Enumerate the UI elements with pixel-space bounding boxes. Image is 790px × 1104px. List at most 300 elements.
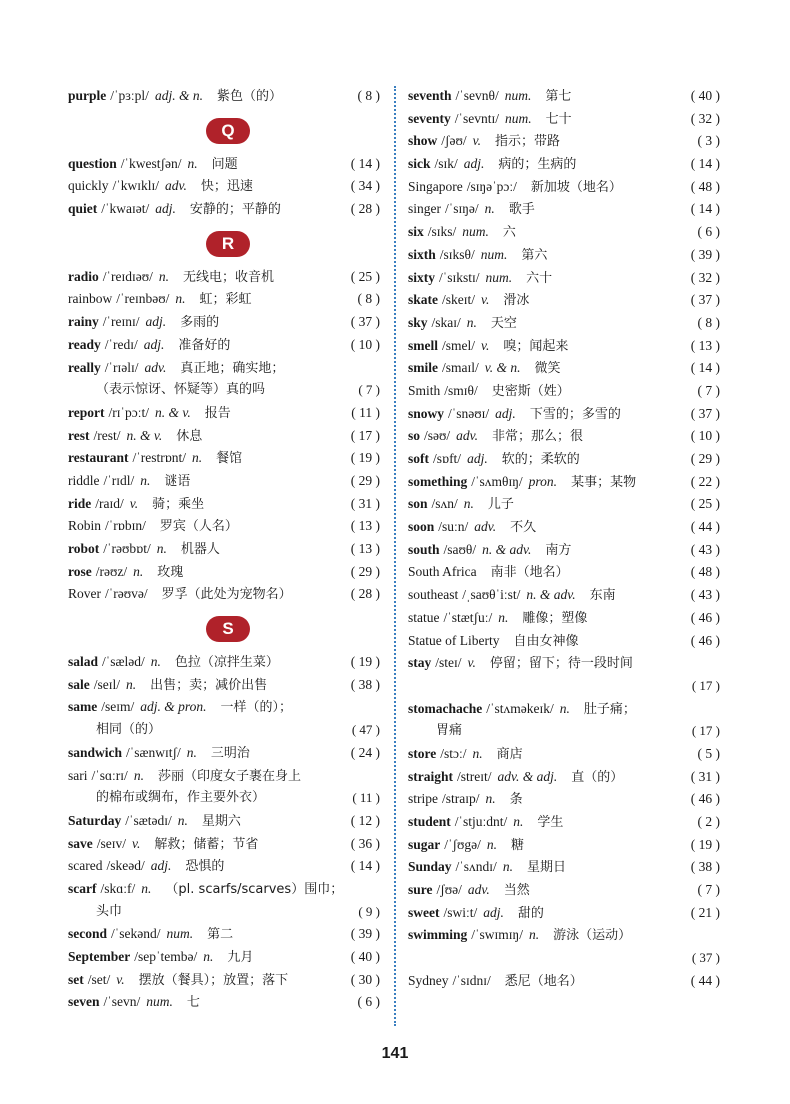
- entry-meaning: 真正地；确实地；: [180, 360, 285, 376]
- glossary-entry: [68, 923, 380, 946]
- entry-meaning: 停留；留下；待一段时间: [489, 656, 633, 672]
- entry-word: store: [408, 745, 437, 761]
- entry-meaning: 出售；卖；减价出售: [150, 677, 268, 693]
- entry-page: ( 6 ): [697, 224, 720, 240]
- entry-word: snowy: [408, 405, 445, 421]
- entry-page: ( 25 ): [690, 496, 720, 512]
- entry-page: ( 7 ): [697, 882, 720, 898]
- glossary-entry: [408, 743, 720, 766]
- glossary-entry: [68, 470, 380, 493]
- entry-meaning: 指示；带路: [495, 134, 561, 150]
- entry-meaning: 肚子痛；: [583, 701, 636, 717]
- glossary-entry: [68, 515, 380, 538]
- entry-phonetic: /stɔː/: [440, 745, 467, 761]
- entry-continuation: [408, 675, 720, 698]
- entry-phonetic: /raɪd/: [95, 495, 124, 511]
- entry-meaning: 嗅；闻起来: [503, 338, 569, 354]
- entry-meaning: 商店: [496, 746, 523, 762]
- entry-meaning: 餐馆: [216, 451, 243, 467]
- entry-word: scarf: [68, 880, 97, 896]
- entry-phonetic: /ˈsɑːrɪ/: [91, 767, 128, 783]
- entry-phonetic: /ˈsʌmθɪŋ/: [471, 473, 523, 489]
- entry-phonetic: /straɪp/: [442, 791, 480, 807]
- entry-phonetic: /ˈsevntɪ/: [454, 110, 499, 126]
- entry-page: ( 28 ): [350, 201, 380, 217]
- glossary-entry: [68, 198, 380, 221]
- entry-page: ( 13 ): [350, 518, 380, 534]
- entry-page: ( 29 ): [350, 472, 380, 488]
- glossary-entry: [408, 357, 720, 380]
- entry-word: six: [408, 224, 424, 240]
- entry-word: sugar: [408, 836, 441, 852]
- entry-word: quiet: [68, 201, 98, 217]
- entry-page: ( 13 ): [690, 337, 720, 353]
- entry-pos: n. & adv.: [526, 587, 576, 603]
- entry-meaning: 史密斯（姓）: [491, 383, 570, 399]
- entry-phonetic: /ˈkwestʃən/: [120, 155, 182, 171]
- entry-meaning: 学生: [537, 815, 564, 830]
- entry-word: son: [408, 496, 428, 512]
- entry-phonetic: /ˈswɪmɪŋ/: [471, 927, 523, 943]
- entry-pos: adj. & pron.: [140, 699, 207, 715]
- entry-word: skate: [408, 292, 438, 308]
- entry-page: ( 17 ): [691, 723, 720, 739]
- letter-heading: [68, 606, 380, 651]
- entry-page: ( 19 ): [350, 450, 380, 466]
- entry-pos: n.: [466, 314, 477, 330]
- entry-pos: n.: [486, 836, 498, 852]
- entry-word: restaurant: [68, 450, 129, 466]
- entry-meaning: 六十: [526, 270, 553, 286]
- entry-phonetic: /ˈsɪkstɪ/: [439, 269, 480, 285]
- entry-meaning: 下雪的；多雪的: [529, 406, 621, 422]
- entry-phonetic: /ˈkwɪklɪ/: [112, 178, 159, 194]
- entry-page: ( 19 ): [690, 836, 720, 852]
- entry-page: ( 17 ): [691, 677, 720, 693]
- entry-word: South Africa: [408, 564, 477, 580]
- entry-phonetic: /ˈsænwɪtʃ/: [126, 744, 181, 760]
- entry-page: ( 22 ): [690, 473, 720, 489]
- entry-page: ( 10 ): [690, 428, 720, 444]
- entry-meaning: 儿子: [487, 497, 514, 513]
- entry-page: ( 48 ): [690, 564, 720, 580]
- entry-page: ( 28 ): [350, 586, 380, 602]
- entry-meaning: 当然: [503, 883, 530, 899]
- entry-pos: adv. & adj.: [497, 768, 558, 784]
- entry-word: question: [68, 155, 117, 171]
- entry-pos: v.: [472, 133, 482, 149]
- glossary-entry: [408, 561, 720, 584]
- entry-meaning: 七十: [545, 111, 572, 127]
- entry-word: sky: [408, 314, 428, 330]
- entry-pos: v.: [467, 655, 476, 671]
- entry-phonetic: /ˈreɪnɪ/: [102, 314, 140, 330]
- entry-pos: v. & n.: [484, 360, 521, 376]
- entry-meaning: 虹；彩虹: [199, 292, 252, 308]
- entry-word: sixty: [408, 269, 435, 285]
- entry-word: report: [68, 404, 105, 420]
- entry-word: smile: [408, 360, 438, 376]
- entry-word: Sunday: [408, 859, 452, 875]
- entry-word: Rover: [68, 586, 101, 602]
- entry-phonetic: /steɪ/: [435, 655, 462, 671]
- entry-pos: n.: [485, 791, 496, 807]
- entry-meaning: 骑；乘坐: [152, 496, 205, 512]
- entry-pos: adv.: [467, 882, 490, 898]
- entry-phonetic: /ˈstʌməkeɪk/: [486, 700, 554, 716]
- entry-meaning: 自由女神像: [513, 633, 579, 649]
- entry-phonetic: /ˈrɪdl/: [103, 472, 135, 488]
- entry-pos: v.: [481, 292, 490, 308]
- entry-meaning: 第七: [545, 89, 572, 104]
- entry-meaning: 安静的；平静的: [189, 202, 281, 218]
- entry-phonetic: /ˈsevnθ/: [455, 88, 499, 103]
- glossary-entry: [68, 674, 380, 697]
- entry-phonetic: /suːn/: [438, 519, 469, 535]
- entry-pos: adj.: [143, 336, 165, 352]
- entry-word: soon: [408, 519, 435, 535]
- entry-page: ( 3 ): [697, 133, 720, 149]
- entry-pos: n.: [158, 268, 170, 284]
- entry-word: ride: [68, 495, 92, 511]
- entry-word: rest: [68, 427, 90, 443]
- entry-page: ( 8 ): [697, 314, 720, 330]
- glossary-entry: [408, 924, 720, 947]
- entry-page: ( 32 ): [690, 269, 720, 285]
- glossary-entry: [68, 561, 380, 584]
- entry-page: ( 46 ): [690, 609, 720, 625]
- entry-phonetic: /ˈkwaɪət/: [101, 201, 150, 217]
- column-divider: [394, 86, 396, 1026]
- glossary-entry: [408, 198, 720, 221]
- entry-word: sale: [68, 676, 90, 692]
- glossary-entry: [68, 175, 380, 198]
- entry-pos: num.: [146, 994, 173, 1010]
- glossary-entry: [68, 402, 380, 425]
- entry-word: rainy: [68, 314, 99, 330]
- entry-pos: n.: [141, 880, 152, 896]
- entry-pos: adj.: [495, 405, 516, 421]
- entry-pos: adj.: [483, 904, 504, 920]
- glossary-entry: [408, 221, 720, 244]
- glossary-entry: [68, 878, 380, 901]
- entry-meaning: 莎丽（印度女子裹在身上: [157, 768, 301, 784]
- entry-phonetic: /ˈsevn/: [103, 994, 141, 1010]
- entry-pos: num.: [480, 246, 508, 262]
- entry-word: soft: [408, 451, 429, 466]
- glossary-entry: [408, 788, 720, 811]
- glossary-entry: [68, 425, 380, 448]
- entry-phonetic: /seɪv/: [96, 835, 126, 851]
- entry-pos: n.: [498, 609, 509, 625]
- glossary-entry: [408, 244, 720, 267]
- entry-page: ( 38 ): [690, 859, 720, 875]
- letter-badge: Q: [206, 118, 250, 144]
- entry-page: ( 46 ): [690, 791, 720, 807]
- entry-word: same: [68, 699, 98, 715]
- glossary-entry: [408, 607, 720, 630]
- entry-word: seven: [68, 994, 100, 1010]
- entry-pos: adj.: [463, 156, 485, 172]
- entry-page: ( 30 ): [350, 971, 380, 987]
- entry-word: southeast: [408, 587, 459, 603]
- entry-phonetic: /ˈsʌndɪ/: [455, 859, 497, 875]
- glossary-entry: [408, 856, 720, 879]
- entry-pos: n.: [192, 450, 203, 466]
- entry-phonetic: /rɪˈpɔːt/: [108, 404, 149, 420]
- entry-phonetic: /saʊθ/: [443, 541, 477, 557]
- glossary-entry: [408, 130, 720, 153]
- entry-continuation: [68, 719, 380, 742]
- entry-meaning: 九月: [227, 950, 254, 965]
- entry-meaning: 三明治: [210, 745, 250, 761]
- right-column: [408, 85, 720, 993]
- glossary-entry: [408, 834, 720, 857]
- entry-phonetic: /rest/: [93, 427, 121, 443]
- entry-phonetic: /ˈsætədɪ/: [125, 812, 172, 828]
- entry-pos: n.: [133, 563, 144, 579]
- entry-meaning: 星期六: [201, 813, 241, 829]
- entry-phonetic: /sɪk/: [434, 156, 458, 172]
- entry-meaning: 一样（的）；: [220, 700, 293, 716]
- entry-meaning: 休息: [176, 428, 203, 444]
- entry-pos: n.: [187, 155, 198, 171]
- entry-word: Saturday: [68, 812, 122, 828]
- glossary-entry: [68, 742, 380, 765]
- entry-page: ( 46 ): [690, 632, 720, 648]
- entry-phonetic: /ˈpɜːpl/: [110, 88, 149, 103]
- entry-meaning: 问题: [211, 156, 238, 172]
- glossary-entry: [68, 311, 380, 334]
- entry-meaning: 条: [509, 792, 523, 808]
- entry-word: something: [408, 473, 468, 489]
- entry-phonetic: /ˈsæləd/: [102, 654, 145, 670]
- entry-pos: n. & v.: [126, 427, 163, 443]
- entry-page: ( 37 ): [690, 405, 720, 421]
- entry-word: Singapore: [408, 178, 463, 194]
- entry-page: ( 48 ): [690, 178, 720, 194]
- entry-word: September: [68, 949, 131, 964]
- entry-page: ( 8 ): [357, 88, 380, 103]
- entry-meaning: 直（的）: [571, 769, 624, 785]
- glossary-entry: [68, 357, 380, 380]
- entry-page: ( 31 ): [690, 768, 720, 784]
- entry-page: ( 13 ): [350, 541, 380, 556]
- glossary-entry: [408, 153, 720, 176]
- entry-meaning: 微笑: [534, 361, 561, 377]
- glossary-entry: [68, 946, 380, 969]
- entry-meaning: 雕像；塑像: [522, 610, 588, 626]
- entry-word: purple: [68, 88, 107, 103]
- entry-continuation: [408, 720, 720, 743]
- entry-pos: adj.: [467, 451, 488, 466]
- entry-pos: adj.: [155, 201, 176, 217]
- entry-page: ( 25 ): [350, 268, 380, 284]
- entry-meaning: 歌手: [508, 202, 535, 218]
- entry-pos: pron.: [528, 473, 558, 489]
- entry-meaning: 恐惧的: [185, 859, 225, 875]
- entry-word: salad: [68, 654, 99, 670]
- glossary-entry: [408, 698, 720, 721]
- entry-word: rainbow: [68, 291, 113, 307]
- entry-phonetic: /ˈredɪ/: [104, 336, 138, 352]
- entry-word: Statue of Liberty: [408, 632, 500, 648]
- glossary-entry: [408, 493, 720, 516]
- entry-page: ( 31 ): [350, 495, 380, 511]
- entry-meaning: 甜的: [517, 905, 544, 921]
- entry-pos: n.: [513, 814, 524, 829]
- entry-phonetic: /sɪks/: [427, 224, 457, 240]
- entry-page: ( 44 ): [690, 519, 720, 535]
- entry-pos: n.: [177, 812, 188, 828]
- glossary-entry: [408, 630, 720, 653]
- entry-meaning: 软的；柔软的: [501, 452, 580, 467]
- entry-page: ( 14 ): [350, 155, 380, 171]
- entry-phonetic: /skaɪ/: [431, 314, 461, 330]
- entry-meaning: 准备好的: [178, 337, 231, 353]
- entry-continuation: [408, 947, 720, 970]
- glossary-entry: [68, 493, 380, 516]
- entry-phonetic: /ˈsɪŋə/: [445, 201, 479, 217]
- glossary-entry: [408, 335, 720, 358]
- entry-page: ( 47 ): [351, 722, 380, 738]
- entry-page: ( 5 ): [697, 745, 720, 761]
- glossary-entry: [408, 902, 720, 925]
- entry-page: ( 24 ): [350, 744, 380, 760]
- glossary-entry: [408, 539, 720, 562]
- entry-word: sixth: [408, 246, 436, 262]
- glossary-entry: [68, 266, 380, 289]
- page-number: 141: [381, 1045, 409, 1062]
- entry-meaning: 罗宾（人名）: [159, 519, 238, 535]
- entry-page: ( 39 ): [350, 926, 380, 942]
- glossary-entry: [408, 584, 720, 607]
- entry-pos: num.: [166, 926, 194, 942]
- entry-page: ( 29 ): [350, 563, 380, 579]
- entry-phonetic: /ˈstjuːdnt/: [454, 814, 508, 829]
- left-column: [68, 85, 380, 1014]
- entry-page: ( 40 ): [690, 88, 720, 103]
- entry-phonetic: /ˈrɪəlɪ/: [104, 359, 139, 375]
- entry-page: ( 10 ): [350, 336, 380, 352]
- entry-phonetic: /ˈreɪdɪəʊ/: [102, 268, 153, 284]
- continuation-text: 胃痛: [436, 723, 463, 739]
- entry-page: ( 14 ): [690, 156, 720, 172]
- entry-pos: n.: [126, 676, 137, 692]
- entry-word: swimming: [408, 927, 468, 943]
- entry-meaning: 谜语: [164, 473, 191, 489]
- entry-phonetic: /ˈreɪnbəʊ/: [116, 291, 170, 307]
- entry-page: ( 11 ): [351, 404, 380, 420]
- entry-word: stay: [408, 655, 432, 671]
- entry-meaning: 游泳（运动）: [553, 928, 632, 944]
- entry-meaning: 滑冰: [503, 293, 530, 309]
- entry-word: sari: [68, 767, 88, 783]
- entry-word: sweet: [408, 904, 440, 920]
- entry-word: set: [68, 971, 84, 987]
- entry-word: show: [408, 133, 438, 149]
- entry-pos: v.: [116, 971, 125, 987]
- glossary-entry: [408, 471, 720, 494]
- entry-word: stripe: [408, 791, 438, 807]
- entry-pos: adj.: [150, 858, 172, 874]
- entry-phonetic: /smel/: [442, 337, 475, 353]
- entry-meaning: 机器人: [180, 542, 220, 557]
- glossary-entry: [68, 583, 380, 606]
- entry-pos: n.: [175, 291, 186, 307]
- entry-word: really: [68, 359, 101, 375]
- entry-pos: n. & v.: [155, 404, 191, 420]
- glossary-entry: [408, 176, 720, 199]
- glossary-entry: [68, 651, 380, 674]
- glossary-entry: [68, 334, 380, 357]
- entry-page: ( 2 ): [697, 814, 720, 829]
- entry-phonetic: /sepˈtembə/: [134, 949, 198, 964]
- entry-word: sick: [408, 156, 431, 172]
- entry-word: Robin: [68, 518, 102, 534]
- entry-pos: n.: [203, 949, 214, 964]
- glossary-entry: [408, 380, 720, 403]
- glossary-entry: [408, 289, 720, 312]
- letter-badge: S: [206, 616, 250, 642]
- entry-phonetic: /ˈʃʊgə/: [444, 836, 481, 852]
- entry-page: ( 38 ): [350, 676, 380, 692]
- glossary-entry: [68, 696, 380, 719]
- entry-word: ready: [68, 336, 101, 352]
- entry-page: ( 17 ): [350, 427, 380, 443]
- entry-pos: n. & adv.: [482, 541, 532, 557]
- entry-phonetic: /seɪl/: [93, 676, 120, 692]
- entry-word: stomachache: [408, 700, 483, 716]
- entry-phonetic: /sɪŋəˈpɔː/: [466, 178, 517, 194]
- entry-page: ( 7 ): [358, 382, 380, 398]
- entry-pos: adj. & n.: [154, 88, 203, 103]
- entry-pos: n.: [463, 496, 474, 512]
- entry-pos: n.: [150, 654, 161, 670]
- entry-word: straight: [408, 768, 453, 784]
- entry-pos: v.: [132, 835, 141, 851]
- entry-meaning: 糖: [511, 837, 525, 853]
- entry-phonetic: /ˈrəʊbɒt/: [103, 541, 151, 556]
- entry-word: smell: [408, 337, 438, 353]
- entry-pos: v.: [481, 337, 490, 353]
- entry-pos: n.: [559, 700, 570, 716]
- entry-pos: n.: [140, 472, 151, 488]
- entry-word: quickly: [68, 178, 109, 194]
- entry-page: ( 19 ): [350, 654, 380, 670]
- entry-meaning: 玫瑰: [157, 564, 184, 580]
- glossary-entry: [68, 538, 380, 561]
- letter-badge: R: [206, 231, 250, 257]
- entry-pos: n.: [186, 744, 197, 760]
- entry-page: ( 14 ): [350, 858, 380, 874]
- entry-meaning: 色拉（凉拌生菜）: [174, 655, 279, 671]
- entry-pos: n.: [484, 201, 495, 217]
- entry-meaning: 病的；生病的: [498, 157, 577, 173]
- entry-continuation: [68, 787, 380, 810]
- entry-phonetic: /ˈrestrɒnt/: [132, 450, 187, 466]
- entry-page: ( 7 ): [697, 382, 720, 398]
- entry-meaning: 罗孚（此处为宠物名）: [161, 587, 292, 603]
- entry-page: ( 32 ): [690, 110, 720, 126]
- entry-page: ( 11 ): [352, 790, 380, 806]
- entry-page: ( 44 ): [690, 972, 720, 988]
- entry-word: seventh: [408, 88, 452, 103]
- entry-phonetic: /ʃʊə/: [436, 882, 462, 898]
- entry-meaning: 南非（地名）: [490, 565, 569, 581]
- entry-meaning: 摆放（餐具）；放置；落下: [138, 972, 289, 988]
- glossary-entry: [68, 447, 380, 470]
